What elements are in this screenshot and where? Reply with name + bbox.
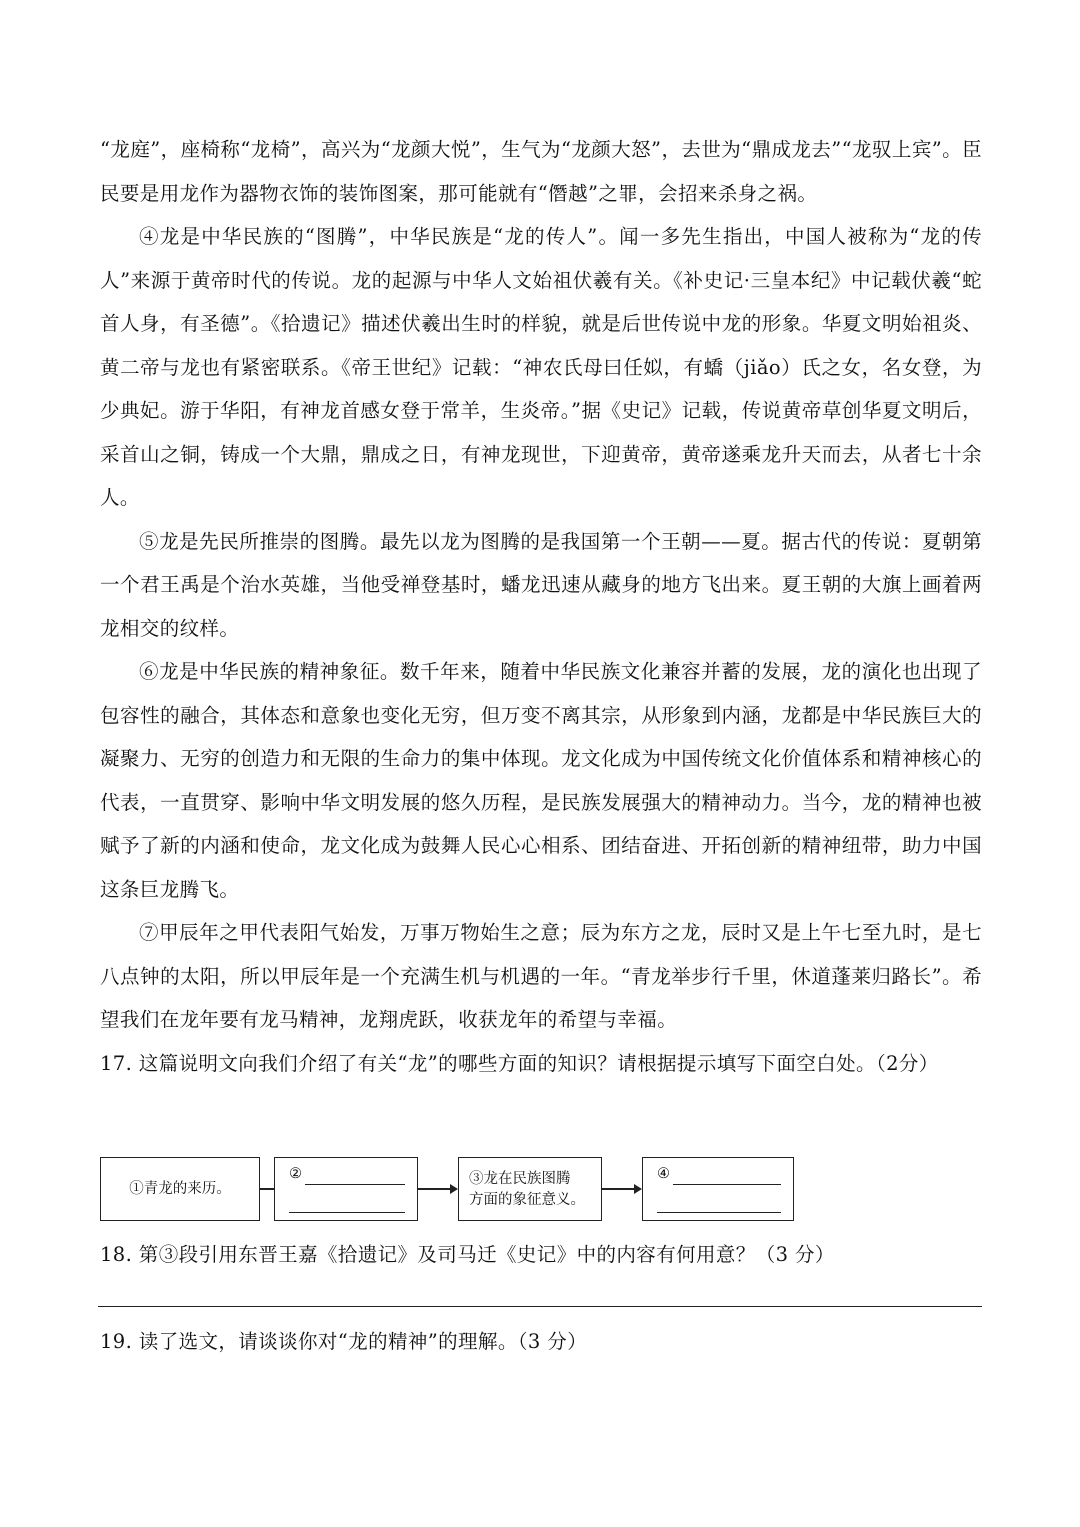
flow-box-2-blank-2[interactable] (289, 1212, 405, 1213)
flow-arrow-2 (418, 1188, 456, 1190)
question-19-block (100, 1320, 982, 1364)
paragraph-5: ⑤龙是先民所推崇的图腾。最先以龙为图腾的是我国第一个王朝——夏。据古代的传说：夏朝第一个君王禹是个治水英雄，当他受禅登基时，蟠龙迅速从藏身的地方飞出来。夏王朝的大旗上画着两龙相交的纹样。 (100, 529, 982, 640)
question-18-block (100, 1233, 982, 1277)
question-19: 19. 读了选文，请谈谈你对“龙的精神”的理解。（3 分） (100, 1330, 588, 1353)
flow-box-4-blank-1[interactable] (673, 1184, 781, 1185)
paragraph-4: ④龙是中华民族的“图腾”，中华民族是“龙的传人”。闻一多先生指出，中国人被称为“龙的传人”来源于黄帝时代的传说。龙的起源与中华人文始祖伏羲有关。《补史记·三皇本纪》中记载伏羲“蛇首人身，有圣德”。《拾遗记》描述伏羲出生时的样貌，就是后世传说中龙的形象。华夏文明始祖炎、黄二帝与龙也有紧密联系。《帝王世纪》记载：“神农氏母曰任姒，有蟜（jiǎo）氏之女，名女登，为少典妃。游于华阳，有神龙首感女登于常羊，生炎帝。”据《史记》记载，传说黄帝草创华夏文明后，采首山之铜，铸成一个大鼎，鼎成之日，有神龙现世，下迎黄帝，黄帝遂乘龙升天而去，从者七十余人。 (100, 225, 982, 509)
flow-box-2 (274, 1157, 418, 1221)
flow-box-2-number: ② (289, 1166, 302, 1182)
flow-box-3-line-1: ③龙在民族图腾 (469, 1171, 571, 1187)
flow-box-4-number: ④ (657, 1166, 670, 1182)
flow-box-4 (642, 1157, 794, 1221)
paragraph-7: ⑦甲辰年之甲代表阳气始发，万事万物始生之意；辰为东方之龙，辰时又是上午七至九时，是七八点钟的太阳，所以甲辰年是一个充满生机与机遇的一年。“青龙举步行千里，休道蓬莱归路长”。希望我们在龙年要有龙马精神，龙翔虎跃，收获龙年的希望与幸福。 (100, 921, 982, 1031)
flow-box-4-blank-2[interactable] (657, 1212, 781, 1213)
flow-arrow-3 (602, 1188, 640, 1190)
flowchart (100, 1157, 800, 1225)
paragraph-3-continued: “龙庭”，座椅称“龙椅”，高兴为“龙颜大悦”，生气为“龙颜大怒”，去世为“鼎成龙去”“龙驭上宾”。臣民要是用龙作为器物衣饰的装饰图案，那可能就有“僭越”之罪，会招来杀身之祸。 (100, 138, 982, 205)
flow-box-3-line-2: 方面的象征意义。 (469, 1192, 585, 1208)
paragraph-6: ⑥龙是中华民族的精神象征。数千年来，随着中华民族文化兼容并蓄的发展，龙的演化也出现了包容性的融合，其体态和意象也变化无穷，但万变不离其宗，从形象到内涵，龙都是中华民族巨大的凝聚力、无穷的创造力和无限的生命力的集中体现。龙文化成为中国传统文化价值体系和精神核心的代表，一直贯穿、影响中华文明发展的悠久历程，是民族发展强大的精神动力。当今，龙的精神也被赋予了新的内涵和使命，龙文化成为鼓舞人民心心相系、团结奋进、开拓创新的精神纽带，助力中国这条巨龙腾飞。 (100, 660, 982, 901)
question-17: 17. 这篇说明文向我们介绍了有关“龙”的哪些方面的知识？请根据提示填写下面空白处。（2分） (100, 1051, 939, 1075)
flow-box-1-text: ①青龙的来历。 (129, 1181, 231, 1197)
answer-line-18[interactable] (98, 1306, 982, 1307)
flow-box-3 (458, 1157, 602, 1221)
flow-box-2-blank-1[interactable] (305, 1184, 405, 1185)
question-18: 18. 第③段引用东晋王嘉《拾遗记》及司马迁《史记》中的内容有何用意？（3 分） (100, 1243, 835, 1266)
flow-box-1 (100, 1157, 260, 1221)
passage (100, 128, 982, 1085)
flow-box-3-text (469, 1169, 585, 1211)
